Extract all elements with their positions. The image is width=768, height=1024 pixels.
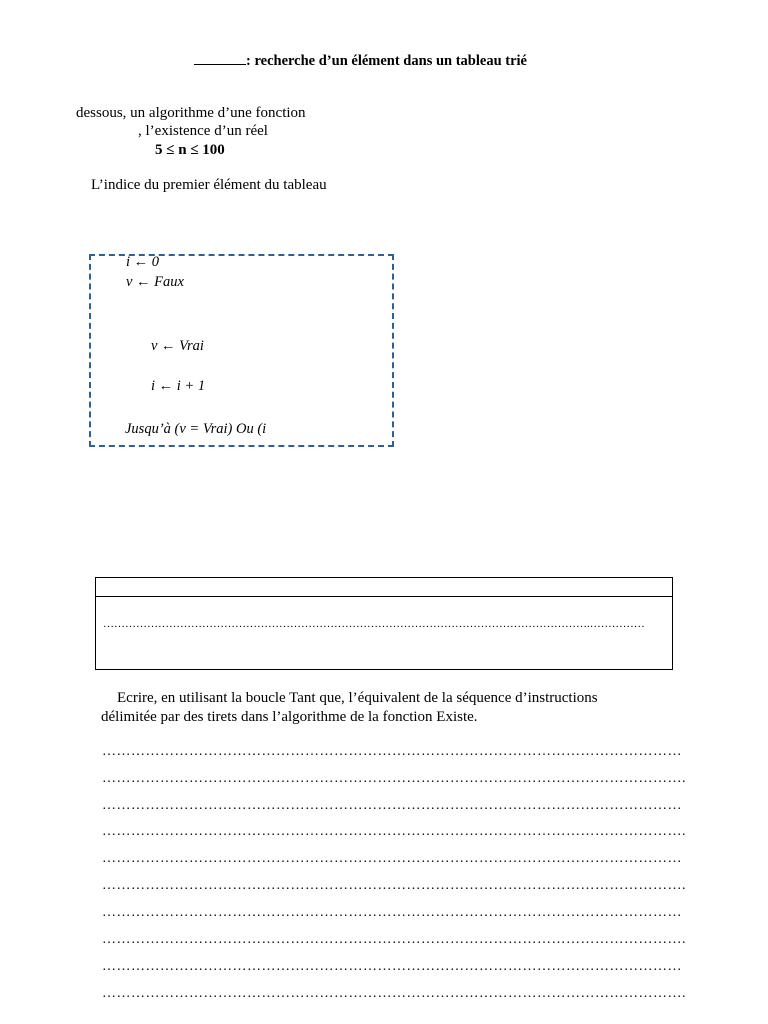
answer-line: …………………………………………………………………………………………………………. — [102, 824, 686, 839]
algo-line-3: v ← Vrai — [151, 338, 204, 354]
answer-line: ………………………………………………………………………………………………………… — [102, 744, 682, 759]
answer-table — [95, 577, 673, 670]
algo-line-4: i ← i + 1 — [151, 378, 206, 394]
table-dotted-line: …………………………………………………………………………………………………………………….…………… — [103, 618, 645, 630]
algo-line-1: i ← 0 — [126, 254, 160, 270]
answer-line: ………………………………………………………………………………………………………… — [102, 905, 682, 920]
question-line-1: Ecrire, en utilisant la boucle Tant que, l’équivalent de la séquence d’instructions — [117, 690, 598, 706]
intro-constraint: 5 ≤ n ≤ 100 — [155, 142, 225, 158]
answer-line: …………………………………………………………………………………………………………. — [102, 771, 686, 786]
algo-line-5: Jusqu’à (v = Vrai) Ou (i — [125, 421, 267, 437]
question-line-2: délimitée par des tirets dans l’algorithme de la fonction Existe. — [101, 709, 478, 725]
answer-line: …………………………………………………………………………………………………………. — [102, 932, 686, 947]
intro-line-1: dessous, un algorithme d’une fonction — [76, 105, 306, 121]
page-title — [194, 52, 527, 70]
title-text: : recherche d’un élément dans un tableau trié — [246, 53, 527, 69]
answer-line: ………………………………………………………………………………………………………… — [102, 798, 682, 813]
answer-line: ………………………………………………………………………………………………………… — [102, 959, 682, 974]
answer-line: …………………………………………………………………………………………………………. — [102, 878, 686, 893]
intro-line-4: L’indice du premier élément du tableau — [91, 177, 327, 193]
answer-line: …………………………………………………………………………………………………………. — [102, 986, 686, 1001]
intro-line-2: , l’existence d’un réel — [138, 123, 268, 139]
table-divider — [96, 596, 672, 597]
answer-line: ………………………………………………………………………………………………………… — [102, 851, 682, 866]
algo-line-2: v ← Faux — [126, 274, 184, 290]
title-blank-underline — [194, 52, 246, 65]
